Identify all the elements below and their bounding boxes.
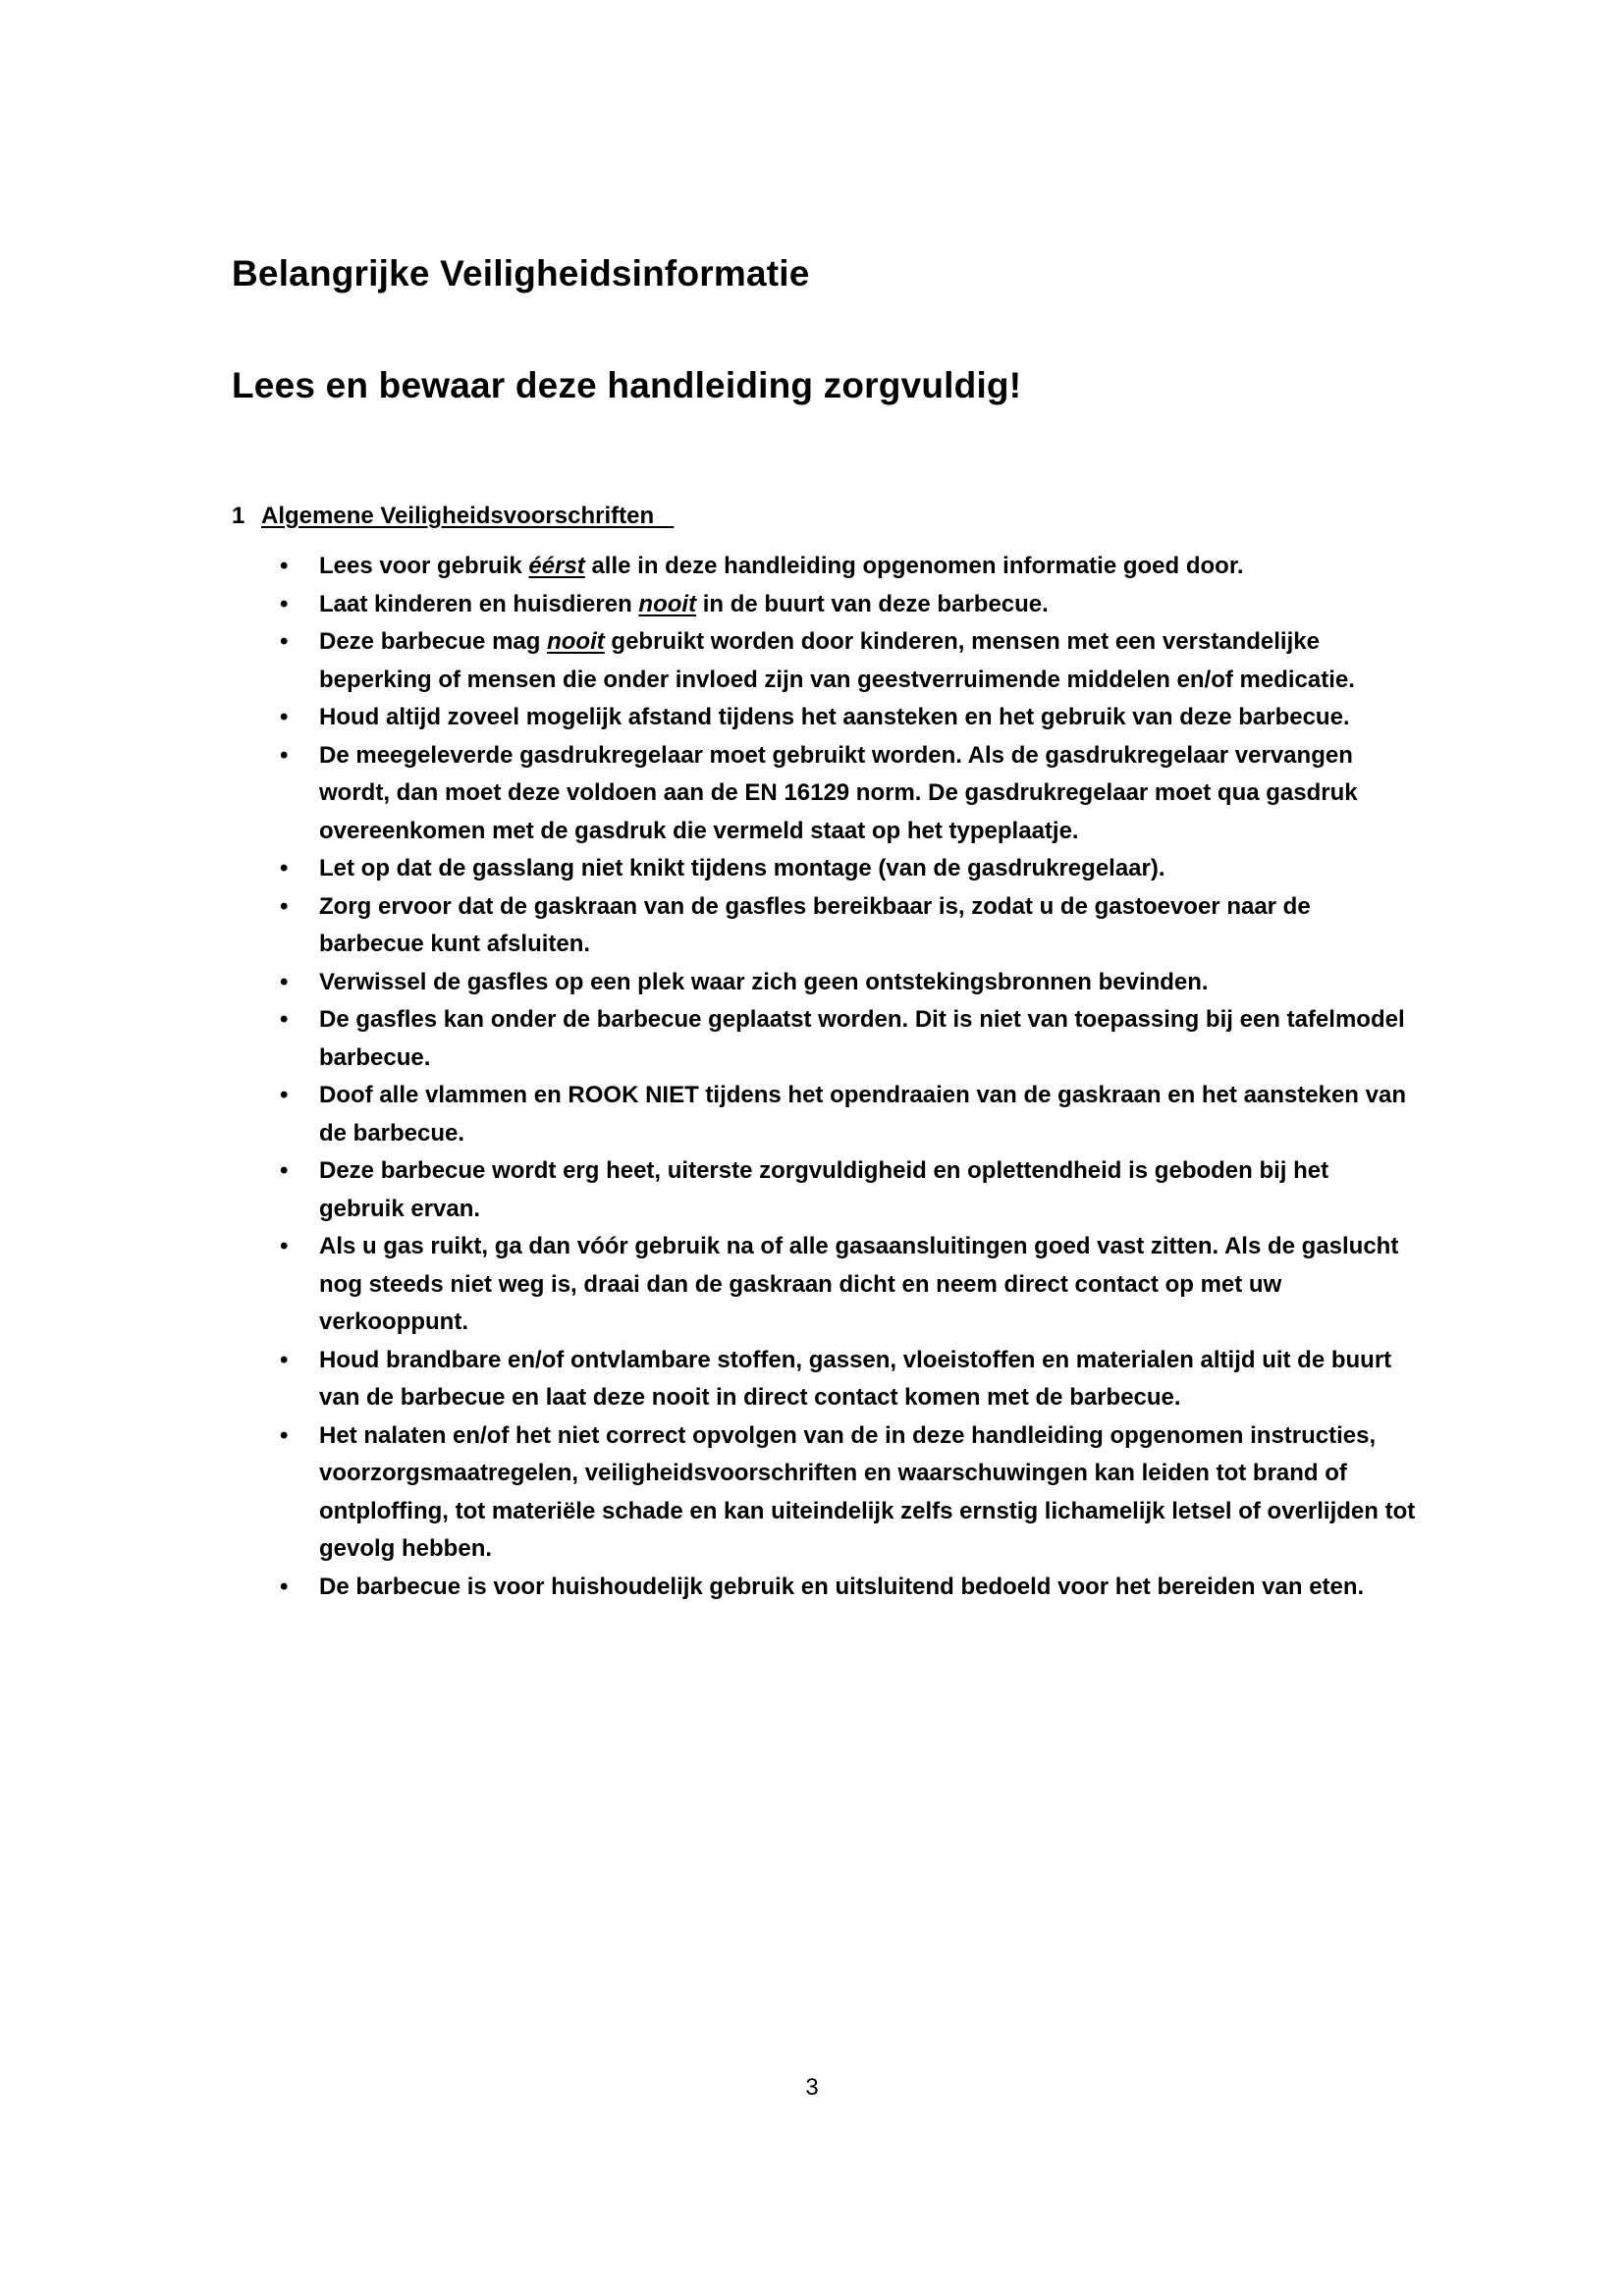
page-title: Belangrijke Veiligheidsinformatie [232,253,810,294]
section-heading-label: Algemene Veiligheidsvoorschriften [261,503,655,529]
list-item-text: De meegeleverde gasdrukregelaar moet gebruikt worden. Als de gasdrukregelaar vervangen wordt, dan moet deze voldoen aan de EN 16129 norm. De gasdrukregelaar moet qua gasdruk overeenkomen met de gasdruk die vermeld staat op het typeplaatje. [319,741,1358,844]
list-item-text [319,591,1049,617]
list-item [280,1077,1419,1152]
list-item [280,737,1419,851]
bullet-icon: • [280,1006,289,1033]
list-item-text: Deze barbecue wordt erg heet, uiterste zorgvuldigheid en oplettendheid is geboden bij het gebruik ervan. [319,1157,1329,1222]
section-heading [232,503,674,530]
page-subtitle: Lees en bewaar deze handleiding zorgvuldig! [232,365,1022,405]
list-item-text: Als u gas ruikt, ga dan vóór gebruik na of alle gasaansluitingen goed vast zitten. Als de gaslucht nog steeds niet weg is, draai dan de gaskraan dicht en neem direct contact op met uw verkooppunt. [319,1233,1399,1335]
bullet-icon: • [280,892,289,920]
list-item-text: Houd altijd zoveel mogelijk afstand tijdens het aansteken en het gebruik van deze barbecue. [319,704,1350,730]
bullet-icon: • [280,628,289,655]
list-item [280,1569,1419,1607]
list-item-text [319,628,1355,693]
bullet-icon: • [280,1157,289,1184]
list-item-text: Zorg ervoor dat de gaskraan van de gasfles bereikbaar is, zodat u de gastoevoer naar de barbecue kunt afsluiten. [319,892,1311,957]
list-item-text-after: gebruikt worden door kinderen, mensen met een verstandelijke beperking of mensen die onder invloed zijn van geestverruimende middelen en/of medicatie. [319,628,1355,693]
list-item [280,1417,1419,1569]
bullet-icon: • [280,704,289,730]
list-item-text: Verwissel de gasfles op een plek waar zich geen ontstekingsbronnen bevinden. [319,968,1209,995]
bullet-icon: • [280,553,289,579]
list-item [280,850,1419,888]
page-number: 3 [805,2074,819,2101]
list-item-text-before: Deze barbecue mag [319,628,548,655]
bullet-icon: • [280,741,289,769]
bullet-icon: • [280,1573,289,1600]
list-item [280,548,1419,586]
list-item-text: Het nalaten en/of het niet correct opvolgen van de in deze handleiding opgenomen instructies, voorzorgsmaatregelen, veiligheidsvoorschriften en waarschuwingen kan leiden tot brand of ontploffing, tot materiële schade en kan uiteindelijk zelfs ernstig lichamelijk letsel of overlijden tot gevolg hebben. [319,1421,1416,1562]
list-item-text-after: alle in deze handleiding opgenomen informatie goed door. [584,553,1244,579]
list-item-text [319,553,1244,579]
list-item [280,1342,1419,1417]
list-item [280,1152,1419,1228]
list-item-text: Houd brandbare en/of ontvlambare stoffen, gassen, vloeistoffen en materialen altijd uit de buurt van de barbecue en laat deze nooit in direct contact komen met de barbecue. [319,1346,1392,1411]
list-item-text: Doof alle vlammen en ROOK NIET tijdens het opendraaien van de gaskraan en het aansteken van de barbecue. [319,1082,1406,1147]
list-item-emphasis: nooit [638,590,697,617]
bullet-icon: • [280,968,289,995]
bullet-icon: • [280,1346,289,1373]
list-item-text-after: in de buurt van deze barbecue. [696,590,1049,617]
list-item [280,1228,1419,1342]
section-number: 1 [232,503,245,529]
safety-rules-list [280,548,1419,1606]
bullet-icon: • [280,1233,289,1259]
list-item-emphasis: éérst [528,553,585,579]
list-item [280,623,1419,699]
list-item-text: De barbecue is voor huishoudelijk gebruik en uitsluitend bedoeld voor het bereiden van eten. [319,1573,1365,1600]
bullet-icon: • [280,855,289,881]
list-item [280,964,1419,1002]
list-item [280,699,1419,737]
list-item-text-before: Lees voor gebruik [319,553,529,579]
bullet-icon: • [280,1082,289,1108]
list-item [280,586,1419,624]
list-item-emphasis: nooit [547,628,605,655]
bullet-icon: • [280,590,289,617]
list-item-text-before: Laat kinderen en huisdieren [319,590,639,617]
list-item [280,888,1419,964]
bullet-icon: • [280,1421,289,1449]
list-item [280,1001,1419,1077]
list-item-text: Let op dat de gasslang niet knikt tijdens montage (van de gasdrukregelaar). [319,855,1165,881]
list-item-text: De gasfles kan onder de barbecue geplaatst worden. Dit is niet van toepassing bij een tafelmodel barbecue. [319,1006,1405,1071]
